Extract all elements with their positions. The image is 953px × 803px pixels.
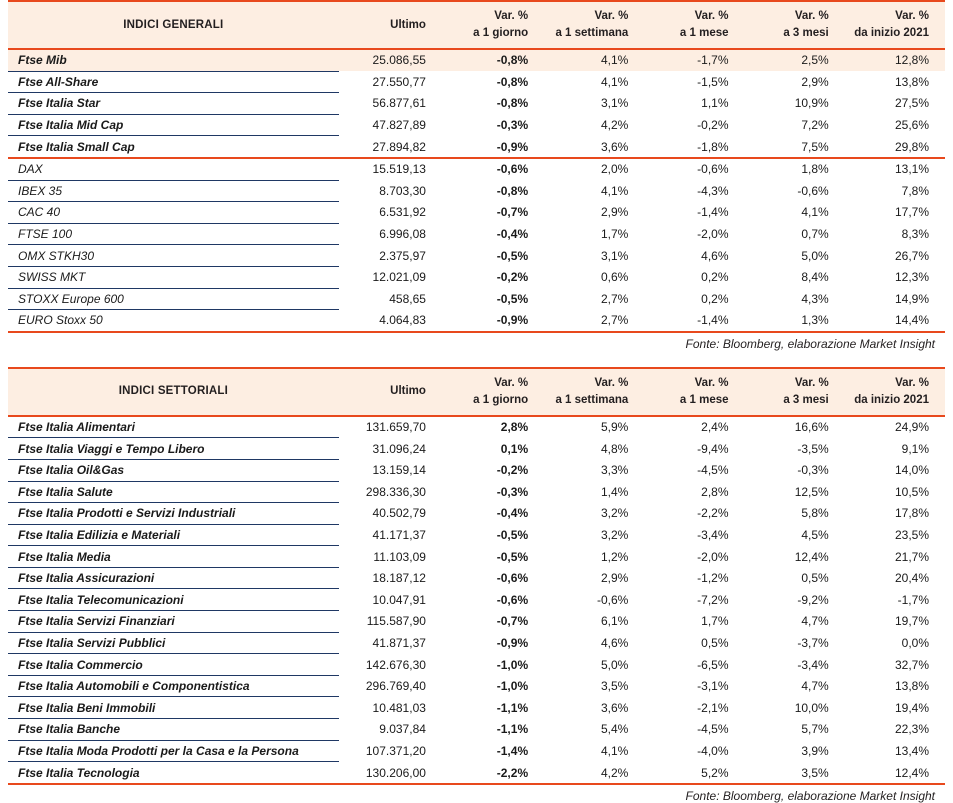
- var-1-giorno: -0,7%: [496, 205, 529, 220]
- var-3-mesi: 12,5%: [794, 484, 829, 499]
- var-1-mese: -2,1%: [697, 700, 729, 715]
- header-var-ytd: [845, 1, 945, 49]
- var-3-mesi: 10,9%: [794, 96, 829, 111]
- var-3-mesi: -3,4%: [797, 657, 829, 672]
- var-ytd: 13,8%: [894, 74, 929, 89]
- index-last-value: 4.064,83: [339, 310, 444, 332]
- table-row[interactable]: [8, 310, 945, 332]
- general-indices-body: [8, 49, 945, 332]
- header-period-label: a 3 mesi: [783, 27, 829, 39]
- var-ytd: 26,7%: [894, 248, 929, 263]
- var-ytd: 14,0%: [894, 463, 929, 478]
- var-1-settimana: 6,1%: [600, 614, 629, 629]
- var-ytd: 12,8%: [845, 49, 945, 71]
- index-name: Ftse Italia Salute: [8, 481, 339, 503]
- index-name: Ftse Mib: [8, 49, 339, 71]
- index-name: Ftse Italia Star: [8, 93, 339, 115]
- var-1-giorno: -1,4%: [496, 743, 529, 758]
- var-1-settimana: 1,4%: [600, 484, 629, 499]
- var-ytd: 21,7%: [894, 549, 929, 564]
- var-1-settimana: 4,1%: [600, 74, 629, 89]
- var-1-settimana: 2,7%: [544, 310, 644, 332]
- var-1-settimana: 4,2%: [600, 118, 629, 133]
- table-row[interactable]: [8, 719, 945, 741]
- var-1-giorno: -0,2%: [496, 463, 529, 478]
- sector-indices-block: [8, 367, 945, 803]
- general-indices-block: [8, 0, 945, 351]
- header-var-1-mese: [644, 1, 744, 49]
- index-name: IBEX 35: [8, 180, 339, 202]
- var-3-mesi: 12,4%: [794, 549, 829, 564]
- header-ultimo: Ultimo: [339, 368, 444, 416]
- var-ytd: 13,1%: [845, 158, 945, 180]
- var-3-mesi: 0,7%: [801, 227, 829, 242]
- table-row[interactable]: [8, 223, 945, 245]
- var-1-mese: 2,8%: [701, 484, 729, 499]
- var-1-settimana: 3,5%: [600, 679, 629, 694]
- var-1-mese: 0,2%: [701, 291, 729, 306]
- general-indices-source: Fonte: Bloomberg, elaborazione Market Insight: [685, 336, 935, 351]
- var-3-mesi: 3,9%: [801, 743, 829, 758]
- var-ytd: 32,7%: [894, 657, 929, 672]
- index-last-value: 296.769,40: [365, 679, 426, 694]
- index-last-value: 18.187,12: [372, 571, 426, 586]
- var-1-settimana: 3,2%: [600, 506, 629, 521]
- var-1-giorno: 0,1%: [500, 441, 529, 456]
- table-row[interactable]: [8, 266, 945, 288]
- table-row[interactable]: [8, 136, 945, 158]
- var-ytd: 10,5%: [894, 484, 929, 499]
- header-var-1-giorno: [444, 368, 544, 416]
- index-last-value: 10.481,03: [372, 700, 426, 715]
- var-ytd: 20,4%: [894, 571, 929, 586]
- var-ytd: 29,8%: [894, 139, 929, 154]
- header-var-label: Var. %: [794, 377, 829, 390]
- index-last-value: 41.171,37: [372, 527, 426, 542]
- var-1-settimana: 1,2%: [600, 549, 629, 564]
- var-1-mese: -1,2%: [697, 571, 729, 586]
- table-row[interactable]: [8, 740, 945, 762]
- var-1-mese: -2,0%: [697, 549, 729, 564]
- var-3-mesi: 5,8%: [801, 506, 829, 521]
- table-row[interactable]: [8, 180, 945, 202]
- var-3-mesi: -0,3%: [797, 463, 829, 478]
- var-3-mesi: 4,7%: [801, 679, 829, 694]
- var-1-giorno: -0,9%: [496, 139, 529, 154]
- var-3-mesi: 1,3%: [745, 310, 845, 332]
- var-ytd: 0,0%: [901, 635, 929, 650]
- var-1-giorno: -0,2%: [496, 270, 529, 285]
- var-1-settimana: 3,6%: [600, 700, 629, 715]
- index-last-value: 6.531,92: [379, 205, 426, 220]
- var-1-settimana: 2,0%: [544, 158, 644, 180]
- var-1-settimana: 3,2%: [600, 527, 629, 542]
- table-row[interactable]: [8, 524, 945, 546]
- index-name: Ftse Italia Edilizia e Materiali: [8, 524, 339, 546]
- var-1-giorno: -0,5%: [496, 549, 529, 564]
- var-1-giorno: -0,8%: [496, 183, 529, 198]
- var-ytd: 12,4%: [845, 762, 945, 784]
- var-1-mese: -2,2%: [697, 506, 729, 521]
- table-row[interactable]: [8, 675, 945, 697]
- header-period-label: da inizio 2021: [854, 393, 929, 406]
- table-row[interactable]: [8, 71, 945, 93]
- header-period-label: da inizio 2021: [854, 27, 929, 39]
- sector-indices-header: [8, 368, 945, 416]
- header-period-label: a 1 settimana: [555, 393, 629, 406]
- var-1-settimana: 3,1%: [600, 96, 629, 111]
- index-last-value: 11.103,09: [373, 549, 426, 564]
- var-ytd: -1,7%: [897, 592, 929, 607]
- index-name: Ftse Italia Servizi Pubblici: [8, 632, 339, 654]
- var-1-settimana: 5,0%: [600, 657, 629, 672]
- var-1-mese: 2,4%: [701, 420, 729, 435]
- var-1-giorno: -1,1%: [496, 722, 529, 737]
- var-1-giorno: -0,6%: [496, 592, 529, 607]
- index-name: Ftse Italia Automobili e Componentistica: [8, 675, 339, 697]
- index-last-value: 130.206,00: [339, 762, 444, 784]
- index-last-value: 41.871,37: [372, 635, 426, 650]
- index-last-value: 13.159,14: [372, 463, 426, 478]
- header-title: INDICI SETTORIALI: [8, 368, 339, 416]
- index-last-value: 2.375,97: [379, 248, 426, 263]
- header-var-1-giorno: [444, 1, 544, 49]
- header-title: INDICI GENERALI: [8, 1, 339, 49]
- index-name: FTSE 100: [8, 223, 339, 245]
- var-ytd: 7,8%: [901, 183, 929, 198]
- var-1-mese: -4,5%: [697, 463, 729, 478]
- index-name: Ftse Italia Beni Immobili: [8, 697, 339, 719]
- header-var-3-mesi: [745, 368, 845, 416]
- var-1-mese: 0,5%: [701, 635, 729, 650]
- var-1-mese: -4,3%: [697, 183, 729, 198]
- table-row[interactable]: [8, 49, 945, 71]
- var-1-mese: -0,2%: [697, 118, 729, 133]
- var-1-mese: -0,6%: [644, 158, 744, 180]
- index-last-value: 6.996,08: [379, 227, 426, 242]
- var-1-mese: -1,7%: [644, 49, 744, 71]
- var-1-mese: 0,2%: [701, 270, 729, 285]
- header-var-label: Var. %: [594, 377, 629, 390]
- var-3-mesi: 5,0%: [801, 248, 829, 263]
- header-var-label: Var. %: [694, 10, 729, 23]
- header-var-1-mese: [644, 368, 744, 416]
- var-1-giorno: -0,8%: [496, 96, 529, 111]
- var-3-mesi: 7,5%: [801, 139, 829, 154]
- var-1-giorno: -0,6%: [444, 158, 544, 180]
- var-1-giorno: -0,4%: [496, 506, 529, 521]
- index-last-value: 25.086,55: [339, 49, 444, 71]
- table-row[interactable]: [8, 546, 945, 568]
- var-3-mesi: 4,5%: [801, 527, 829, 542]
- index-name: Ftse Italia Commercio: [8, 654, 339, 676]
- header-period-label: a 1 mese: [679, 393, 729, 406]
- var-1-mese: -4,5%: [697, 722, 729, 737]
- index-last-value: 458,65: [389, 291, 426, 306]
- index-last-value: 12.021,09: [372, 270, 426, 285]
- var-ytd: 19,7%: [894, 614, 929, 629]
- var-ytd: 14,9%: [894, 291, 929, 306]
- table-row[interactable]: [8, 202, 945, 224]
- var-ytd: 14,4%: [845, 310, 945, 332]
- var-1-settimana: 2,7%: [600, 291, 629, 306]
- var-1-mese: -1,5%: [697, 74, 729, 89]
- table-row[interactable]: [8, 416, 945, 438]
- var-1-settimana: 4,1%: [600, 743, 629, 758]
- var-1-settimana: 0,6%: [600, 270, 629, 285]
- index-name: Ftse Italia Banche: [8, 719, 339, 741]
- var-1-giorno: -0,9%: [496, 635, 529, 650]
- index-last-value: 27.550,77: [372, 74, 426, 89]
- index-last-value: 10.047,91: [372, 592, 426, 607]
- var-1-giorno: -0,3%: [496, 118, 529, 133]
- var-1-settimana: 4,8%: [600, 441, 629, 456]
- var-1-giorno: -0,6%: [496, 571, 529, 586]
- var-1-settimana: 3,1%: [600, 248, 629, 263]
- var-3-mesi: 1,8%: [745, 158, 845, 180]
- var-1-giorno: -1,0%: [496, 679, 529, 694]
- var-1-settimana: 4,2%: [544, 762, 644, 784]
- var-3-mesi: 10,0%: [794, 700, 829, 715]
- var-ytd: 19,4%: [894, 700, 929, 715]
- var-1-mese: -1,4%: [644, 310, 744, 332]
- header-var-label: Var. %: [794, 10, 829, 23]
- var-ytd: 22,3%: [894, 722, 929, 737]
- var-1-settimana: 1,7%: [600, 227, 629, 242]
- header-var-label: Var. %: [694, 377, 729, 390]
- var-1-giorno: -1,0%: [496, 657, 529, 672]
- table-row[interactable]: [8, 589, 945, 611]
- index-name: Ftse Italia Telecomunicazioni: [8, 589, 339, 611]
- var-3-mesi: 2,9%: [801, 74, 829, 89]
- var-1-mese: -2,0%: [697, 227, 729, 242]
- var-3-mesi: -9,2%: [797, 592, 829, 607]
- var-3-mesi: 4,3%: [801, 291, 829, 306]
- var-1-settimana: -0,6%: [596, 592, 629, 607]
- var-3-mesi: 5,7%: [801, 722, 829, 737]
- var-3-mesi: 3,5%: [745, 762, 845, 784]
- var-1-giorno: -0,5%: [496, 291, 529, 306]
- section-gap: [8, 351, 945, 367]
- var-1-mese: -1,8%: [697, 139, 729, 154]
- var-3-mesi: 7,2%: [801, 118, 829, 133]
- header-var-3-mesi: [745, 1, 845, 49]
- table-row[interactable]: [8, 114, 945, 136]
- var-1-mese: -3,4%: [697, 527, 729, 542]
- var-3-mesi: 8,4%: [801, 270, 829, 285]
- sector-indices-body: [8, 416, 945, 784]
- table-row[interactable]: [8, 611, 945, 633]
- index-name: Ftse All-Share: [8, 71, 339, 93]
- index-name: Ftse Italia Viaggi e Tempo Libero: [8, 438, 339, 460]
- var-ytd: 12,3%: [894, 270, 929, 285]
- table-row[interactable]: [8, 503, 945, 525]
- var-3-mesi: 16,6%: [794, 420, 829, 435]
- var-ytd: 13,4%: [894, 743, 929, 758]
- index-name: EURO Stoxx 50: [8, 310, 339, 332]
- index-last-value: 9.037,84: [379, 722, 426, 737]
- var-ytd: 24,9%: [894, 420, 929, 435]
- var-1-mese: 1,1%: [701, 96, 729, 111]
- table-row[interactable]: [8, 762, 945, 784]
- var-1-mese: 5,2%: [644, 762, 744, 784]
- var-1-settimana: 4,1%: [600, 183, 629, 198]
- var-1-settimana: 5,4%: [600, 722, 629, 737]
- index-name: DAX: [8, 158, 339, 180]
- var-1-settimana: 4,6%: [600, 635, 629, 650]
- index-name: Ftse Italia Small Cap: [8, 136, 339, 158]
- index-name: Ftse Italia Prodotti e Servizi Industriali: [8, 503, 339, 525]
- var-1-mese: -3,1%: [697, 679, 729, 694]
- table-row[interactable]: [8, 288, 945, 310]
- var-1-settimana: 4,1%: [544, 49, 644, 71]
- var-3-mesi: -0,6%: [797, 183, 829, 198]
- var-ytd: 8,3%: [901, 227, 929, 242]
- var-1-giorno: -0,4%: [496, 227, 529, 242]
- var-1-settimana: 3,6%: [600, 139, 629, 154]
- general-indices-header: [8, 1, 945, 49]
- var-1-mese: -9,4%: [697, 441, 729, 456]
- var-ytd: 27,5%: [894, 96, 929, 111]
- index-name: Ftse Italia Servizi Finanziari: [8, 611, 339, 633]
- index-last-value: 40.502,79: [372, 506, 426, 521]
- table-row[interactable]: [8, 654, 945, 676]
- index-last-value: 8.703,30: [379, 183, 426, 198]
- var-1-giorno: -0,9%: [444, 310, 544, 332]
- index-name: Ftse Italia Tecnologia: [8, 762, 339, 784]
- var-ytd: 9,1%: [901, 441, 929, 456]
- index-name: Ftse Italia Moda Prodotti per la Casa e la Persona: [8, 740, 339, 762]
- general-indices-table: [8, 0, 945, 333]
- var-1-giorno: -0,5%: [496, 527, 529, 542]
- var-1-settimana: 5,9%: [600, 420, 629, 435]
- table-row[interactable]: [8, 697, 945, 719]
- var-1-settimana: 2,9%: [600, 205, 629, 220]
- index-last-value: 27.894,82: [372, 139, 426, 154]
- header-var-1-settimana: [544, 368, 644, 416]
- index-name: SWISS MKT: [8, 266, 339, 288]
- index-last-value: 47.827,89: [372, 118, 426, 133]
- index-name: Ftse Italia Oil&Gas: [8, 459, 339, 481]
- var-3-mesi: 0,5%: [801, 571, 829, 586]
- header-var-label: Var. %: [895, 377, 929, 390]
- var-1-giorno: -2,2%: [444, 762, 544, 784]
- header-period-label: a 1 settimana: [555, 27, 629, 39]
- var-3-mesi: -3,7%: [797, 635, 829, 650]
- index-last-value: 56.877,61: [372, 96, 426, 111]
- index-last-value: 142.676,30: [365, 657, 426, 672]
- table-row[interactable]: [8, 567, 945, 589]
- table-row[interactable]: [8, 158, 945, 180]
- var-1-giorno: -0,7%: [496, 614, 529, 629]
- index-name: Ftse Italia Media: [8, 546, 339, 568]
- var-1-giorno: -1,1%: [496, 700, 529, 715]
- header-ultimo: Ultimo: [339, 1, 444, 49]
- table-row[interactable]: [8, 632, 945, 654]
- var-1-giorno: -0,5%: [496, 248, 529, 263]
- var-3-mesi: 2,5%: [745, 49, 845, 71]
- table-row[interactable]: [8, 438, 945, 460]
- var-1-giorno: 2,8%: [500, 420, 529, 435]
- var-1-settimana: 3,3%: [600, 463, 629, 478]
- header-period-label: a 1 giorno: [473, 393, 529, 406]
- var-1-settimana: 2,9%: [600, 571, 629, 586]
- index-name: Ftse Italia Alimentari: [8, 416, 339, 438]
- var-1-mese: -4,0%: [697, 743, 729, 758]
- header-period-label: a 1 mese: [679, 27, 729, 39]
- index-last-value: 31.096,24: [372, 441, 426, 456]
- index-last-value: 15.519,13: [339, 158, 444, 180]
- index-last-value: 115.587,90: [366, 614, 426, 629]
- index-name: Ftse Italia Mid Cap: [8, 114, 339, 136]
- var-ytd: 17,7%: [894, 205, 929, 220]
- var-3-mesi: 4,1%: [801, 205, 829, 220]
- header-var-label: Var. %: [494, 377, 529, 390]
- header-var-1-settimana: [544, 1, 644, 49]
- var-1-mese: -7,2%: [697, 592, 729, 607]
- index-name: Ftse Italia Assicurazioni: [8, 567, 339, 589]
- table-row[interactable]: [8, 481, 945, 503]
- var-1-mese: -6,5%: [697, 657, 729, 672]
- var-1-giorno: -0,8%: [496, 74, 529, 89]
- header-var-label: Var. %: [594, 10, 629, 23]
- var-1-mese: -1,4%: [697, 205, 729, 220]
- index-name: STOXX Europe 600: [8, 288, 339, 310]
- var-1-giorno: -0,3%: [496, 484, 529, 499]
- sector-indices-source: Fonte: Bloomberg, elaborazione Market Insight: [685, 788, 935, 803]
- sector-indices-table: [8, 367, 945, 785]
- table-row[interactable]: [8, 93, 945, 115]
- var-ytd: 13,8%: [894, 679, 929, 694]
- var-3-mesi: -3,5%: [797, 441, 829, 456]
- var-1-giorno: -0,8%: [444, 49, 544, 71]
- header-var-label: Var. %: [494, 10, 529, 23]
- var-1-mese: 4,6%: [701, 248, 729, 263]
- index-name: CAC 40: [8, 202, 339, 224]
- table-row[interactable]: [8, 245, 945, 267]
- index-name: OMX STKH30: [8, 245, 339, 267]
- index-last-value: 298.336,30: [365, 484, 426, 499]
- table-row[interactable]: [8, 459, 945, 481]
- header-period-label: a 3 mesi: [783, 393, 829, 406]
- header-var-ytd: [845, 368, 945, 416]
- index-last-value: 107.371,20: [365, 743, 426, 758]
- index-last-value: 131.659,70: [365, 420, 426, 435]
- header-period-label: a 1 giorno: [473, 27, 529, 39]
- var-3-mesi: 4,7%: [801, 614, 829, 629]
- header-var-label: Var. %: [895, 10, 929, 23]
- var-ytd: 25,6%: [894, 118, 929, 133]
- var-ytd: 17,8%: [894, 506, 929, 521]
- var-1-mese: 1,7%: [701, 614, 729, 629]
- var-ytd: 23,5%: [894, 527, 929, 542]
